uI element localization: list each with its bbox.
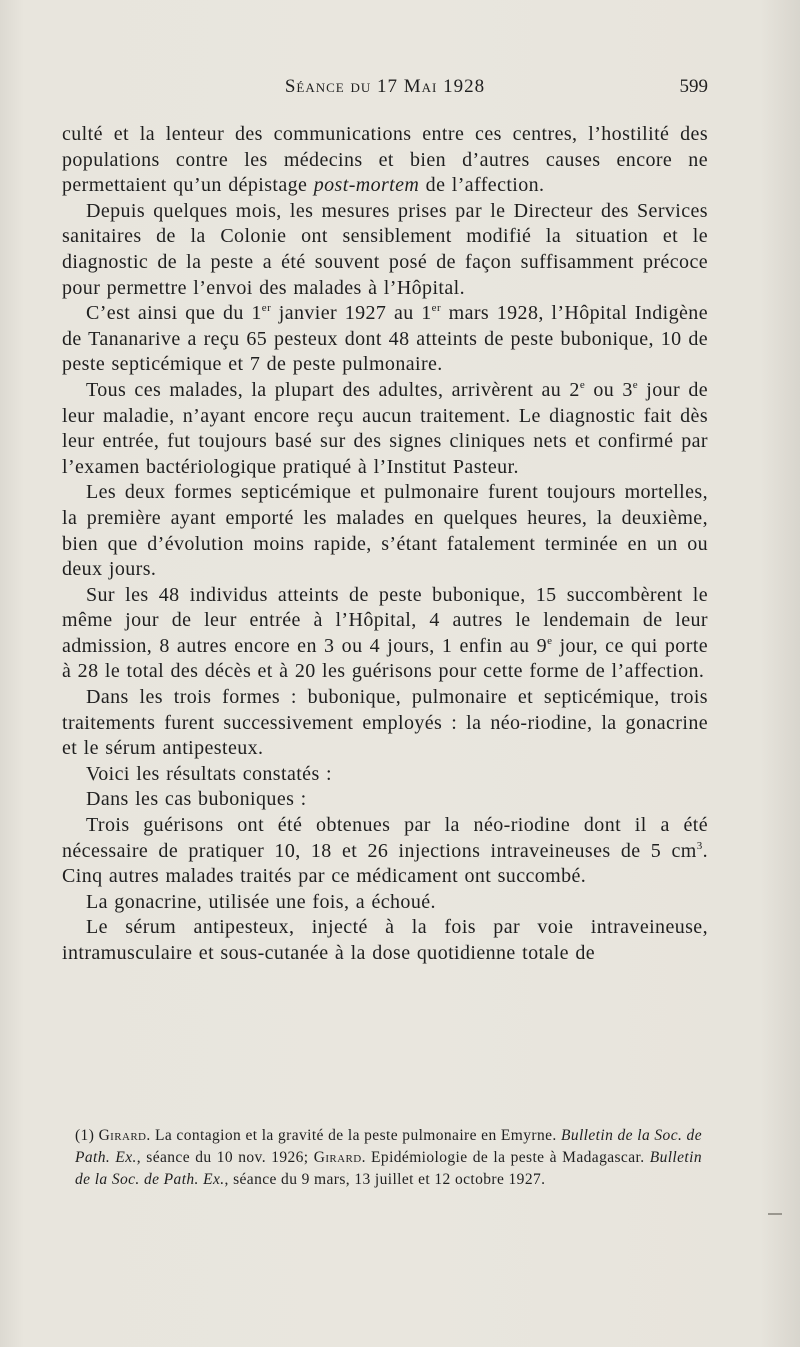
text-run: . La contagion et la gravité de la peste pulmonaire en Emyrne.	[146, 1127, 561, 1144]
author-name: Girard	[313, 1149, 362, 1166]
text-run: , séance du 9 mars, 13 juillet et 12 octobre 1927.	[224, 1171, 546, 1188]
text-run: Dans les trois formes : bubonique, pulmonaire et septicémique, trois traitements furent successivement employés : la néo-riodine, la gonacrine et le sérum antipesteux.	[62, 686, 708, 760]
body-text	[62, 122, 708, 967]
superscript: 3	[696, 839, 703, 852]
text-run: Voici les résultats constatés :	[86, 762, 332, 785]
text-run: mars 1928, l’Hôpital Indigène de Tananarive a reçu 65 pesteux dont 48 atteints de peste bubonique, 10 de peste septicémique et 7 de peste pulmonaire.	[62, 302, 708, 376]
superscript: er	[261, 302, 272, 315]
margin-mark	[768, 1213, 782, 1215]
paragraph	[62, 583, 708, 685]
footnote	[75, 1125, 702, 1191]
running-title: Séance du 17 Mai 1928	[284, 76, 486, 97]
paragraph	[62, 480, 708, 582]
author-name: Girard	[98, 1127, 147, 1144]
paragraph	[62, 378, 708, 480]
text-run: Trois guérisons ont été obtenues par la néo-riodine dont il a été nécessaire de pratiquer 10, 18 et 26 injections intraveineuses de 5 cm	[62, 814, 708, 862]
italic-text: Bulletin de la Soc. de Path. Ex.	[75, 1127, 702, 1166]
text-run: jour de leur maladie, n’ayant encore reçu aucun traitement. Le diagnostic fait dès leur entrée, fut toujours basé sur des signes cliniques nets et confirmé par l’examen bactériologique pratiqué à l’Institut Pasteur.	[62, 378, 709, 478]
italic-text: post-mortem	[313, 174, 420, 197]
paragraph	[62, 199, 708, 301]
running-head	[62, 74, 708, 104]
paragraph	[62, 762, 708, 788]
paragraph	[62, 301, 708, 378]
paragraph	[62, 890, 708, 916]
paragraph	[62, 122, 708, 199]
text-run: Tous ces malades, la plupart des adultes, arrivèrent au 2	[86, 378, 580, 401]
superscript: e	[579, 378, 586, 391]
text-run: janvier 1927 au 1	[271, 302, 432, 325]
text-run: Sur les 48 individus atteints de peste bubonique, 15 succombèrent le même jour de leur entrée à l’Hôpital, 4 autres le lendemain de leur admission, 8 autres encore en 3 ou 4 jours, 1 enfin au 9	[62, 583, 708, 657]
superscript: e	[632, 378, 639, 391]
text-run: culté et la lenteur des communications entre ces centres, l’hostilité des populations contre les médecins et bien d’autres causes encore ne permettaient qu’un dépistage	[62, 123, 708, 197]
paragraph	[62, 685, 708, 762]
italic-text: Bulletin de la Soc. de Path. Ex.	[75, 1149, 702, 1188]
superscript: er	[431, 302, 442, 315]
text-run: ou 3	[585, 378, 633, 401]
text-run: (1)	[75, 1127, 99, 1144]
text-run: Les deux formes septicémique et pulmonaire furent toujours mortelles, la première ayant emporté les malades en quelques heures, la deuxième, bien que d’évolution moins rapide, s’étant fatalement terminée en un ou deux jours.	[62, 481, 708, 581]
text-run: . Cinq autres malades traités par ce médicament ont succombé.	[62, 839, 708, 888]
text-run: Le sérum antipesteux, injecté à la fois par voie intraveineuse, intramusculaire et sous-cutanée à la dose quotidienne totale de	[62, 916, 708, 964]
paragraph	[62, 813, 708, 890]
text-run: jour, ce qui porte à 28 le total des décès et à 20 les guérisons pour cette forme de l’affection.	[62, 634, 708, 683]
text-run: Depuis quelques mois, les mesures prises par le Directeur des Services sanitaires de la Colonie ont sensiblement modifié la situation et le diagnostic de la peste a été souvent posé de façon suffisamment précoce pour permettre l’envoi des malades à l’Hôpital.	[62, 199, 708, 299]
text-run: de l’affection.	[419, 174, 545, 197]
text-run: , séance du 10 nov. 1926;	[136, 1149, 314, 1166]
text-run: Dans les cas buboniques :	[86, 788, 307, 811]
page-number: 599	[679, 76, 708, 97]
paragraph	[62, 915, 708, 966]
superscript: e	[547, 634, 553, 647]
footnotes	[75, 1125, 702, 1191]
paragraph	[62, 787, 708, 813]
text-run: C’est ainsi que du 1	[86, 302, 262, 325]
text-run: La gonacrine, utilisée une fois, a échoué.	[86, 890, 436, 913]
text-run: . Epidémiologie de la peste à Madagascar.	[361, 1149, 650, 1166]
